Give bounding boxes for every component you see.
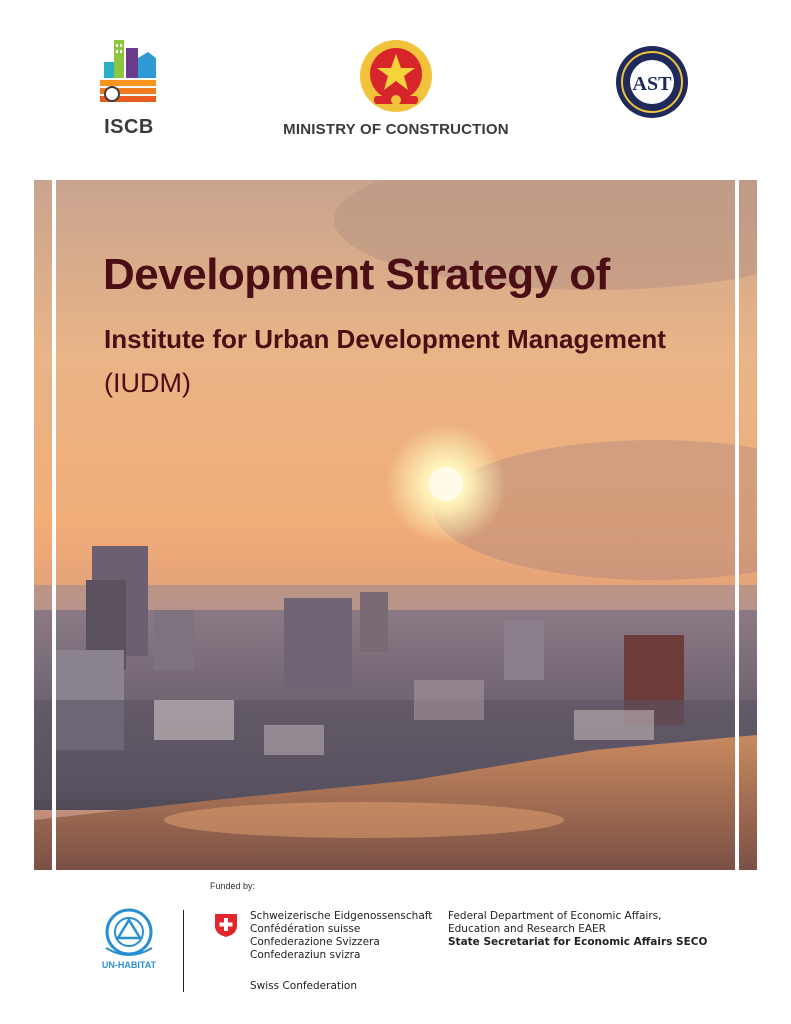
swiss-line-it: Confederazione Svizzera	[250, 936, 380, 948]
funded-by-label: Funded by:	[210, 881, 256, 891]
ministry-title: MINISTRY OF CONSTRUCTION	[283, 121, 509, 138]
cover-title: Development Strategy of	[103, 250, 610, 299]
cover-acronym: (IUDM)	[104, 368, 191, 398]
swiss-line-de: Schweizerische Eidgenossenschaft	[250, 910, 433, 922]
federal-line-2: Education and Research EAER	[448, 923, 606, 935]
iscb-logo-text: ISCB	[104, 116, 154, 138]
swiss-line-rm: Confederaziun svizra	[250, 949, 361, 961]
un-habitat-logo-icon	[100, 908, 158, 966]
hero-right-divider	[735, 180, 739, 870]
swiss-names-block	[250, 910, 432, 962]
footer-divider	[183, 910, 184, 992]
ast-seal-text: AST	[632, 73, 672, 95]
vietnam-national-emblem-icon	[358, 38, 434, 114]
federal-line-1: Federal Department of Economic Affairs,	[448, 910, 662, 922]
seco-line: State Secretariat for Economic Affairs SECO	[448, 936, 708, 948]
swiss-line-fr: Confédération suisse	[250, 923, 361, 935]
hero-left-divider	[52, 180, 56, 870]
swiss-cross-flag-icon	[213, 912, 239, 938]
ast-seal-icon	[614, 44, 690, 120]
un-habitat-text: UN-HABITAT	[101, 960, 157, 970]
cover-subtitle: Institute for Urban Development Management	[104, 324, 666, 354]
swiss-confederation-label: Swiss Confederation	[250, 980, 358, 992]
federal-department-block	[448, 910, 707, 949]
